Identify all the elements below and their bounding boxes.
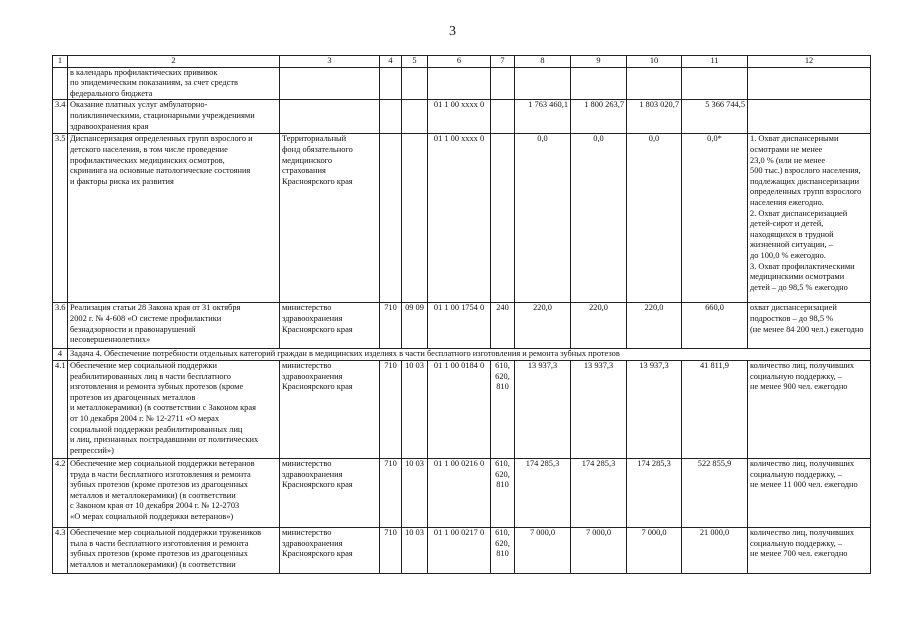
- rzpr-code: 09 09: [402, 303, 428, 349]
- expected-result: охват диспансеризацией подростков – до 98,5 % (не менее 84 200 чел.) ежегодно: [748, 303, 871, 349]
- year2-amount: 220,0: [571, 303, 627, 349]
- vr-code: 610, 620, 810: [491, 458, 515, 527]
- table-row: [53, 303, 871, 349]
- year2-amount: 174 285,3: [571, 458, 627, 527]
- column-number: 8: [515, 56, 571, 68]
- row-number: 4.1: [53, 360, 68, 458]
- task-number: 4: [53, 349, 68, 361]
- column-number: 4: [380, 56, 402, 68]
- year1-amount: 0,0: [515, 134, 571, 303]
- row-number: 3.4: [53, 100, 68, 134]
- task-title: Задача 4. Обеспечение потребности отдельных категорий граждан в медицинских изделиях в части бесплатного изготовления и ремонта зубных протезов: [68, 349, 871, 361]
- total-amount: 522 855,9: [682, 458, 748, 527]
- table-row: [53, 458, 871, 527]
- total-amount: 5 366 744,5: [682, 100, 748, 134]
- vr-code: 610, 620, 810: [491, 360, 515, 458]
- row-number: 4.2: [53, 458, 68, 527]
- column-number: 2: [68, 56, 280, 68]
- column-number: 11: [682, 56, 748, 68]
- year1-amount: 7 000,0: [515, 527, 571, 573]
- measure-name: Оказание платных услуг амбулаторно- поликлиническими, стационарными учреждениями здравоохранения края: [68, 100, 280, 134]
- rzpr-code: [402, 134, 428, 303]
- executor: министерство здравоохранения Красноярского края: [280, 458, 380, 527]
- column-number: 10: [627, 56, 682, 68]
- csr-code: 01 1 00 1754 0: [428, 303, 491, 349]
- rzpr-code: 10 03: [402, 458, 428, 527]
- vr-code: [491, 134, 515, 303]
- grbs-code: [380, 67, 402, 100]
- total-amount: [682, 67, 748, 100]
- year3-amount: [627, 67, 682, 100]
- column-number: 7: [491, 56, 515, 68]
- year3-amount: 0,0: [627, 134, 682, 303]
- rzpr-code: [402, 67, 428, 100]
- rzpr-code: [402, 100, 428, 134]
- measure-name: в календарь профилактических прививок по эпидемическим показаниям, за счет средств федерального бюджета: [68, 67, 280, 100]
- year1-amount: [515, 67, 571, 100]
- grbs-code: 710: [380, 360, 402, 458]
- measure-name: Реализация статьи 28 Закона края от 31 октября 2002 г. № 4-608 «О системе профилактики безнадзорности и правонарушений несовершеннолетних»: [68, 303, 280, 349]
- csr-code: 01 1 00 хххх 0: [428, 100, 491, 134]
- row-number: 3.6: [53, 303, 68, 349]
- row-number: [53, 67, 68, 100]
- executor: министерство здравоохранения Красноярского края: [280, 303, 380, 349]
- table-row: [53, 67, 871, 100]
- year1-amount: 13 937,3: [515, 360, 571, 458]
- expected-result: 1. Охват диспансерными осмотрами не менее 23,0 % (или не менее 500 тыс.) взрослого населения, подлежащих диспансеризации определенных групп взрослого населения ежегодно. 2. Охват диспансеризацией детей-сирот и детей, находящихся в трудной жизненной ситуации, – до 100,0 % ежегодно. 3. Охват профилактическими медицинскими осмотрами детей – до 98,5 % ежегодно: [748, 134, 871, 303]
- csr-code: 01 1 00 хххх 0: [428, 134, 491, 303]
- total-amount: 660,0: [682, 303, 748, 349]
- expected-result: [748, 100, 871, 134]
- expected-result: [748, 67, 871, 100]
- year1-amount: 174 285,3: [515, 458, 571, 527]
- page-number: 3: [449, 24, 456, 39]
- rzpr-code: 10 03: [402, 360, 428, 458]
- vr-code: 610, 620, 810: [491, 527, 515, 573]
- expected-result: количество лиц, получивших социальную поддержку, – не менее 900 чел. ежегодно: [748, 360, 871, 458]
- year2-amount: 1 800 263,7: [571, 100, 627, 134]
- expected-result: количество лиц, получивших социальную поддержку, – не менее 11 000 чел. ежегодно: [748, 458, 871, 527]
- year3-amount: 220,0: [627, 303, 682, 349]
- year3-amount: 13 937,3: [627, 360, 682, 458]
- grbs-code: [380, 134, 402, 303]
- year1-amount: 220,0: [515, 303, 571, 349]
- vr-code: [491, 67, 515, 100]
- column-number: 12: [748, 56, 871, 68]
- year2-amount: 13 937,3: [571, 360, 627, 458]
- year1-amount: 1 763 460,1: [515, 100, 571, 134]
- csr-code: 01 1 00 0184 0: [428, 360, 491, 458]
- executor: Территориальный фонд обязательного медицинского страхования Красноярского края: [280, 134, 380, 303]
- vr-code: 240: [491, 303, 515, 349]
- table-row: [53, 100, 871, 134]
- measure-name: Диспансеризация определенных групп взрослого и детского населения, в том числе проведение профилактических медицинских осмотров, скрининга на основные патологические состояния и факторы риска их развития: [68, 134, 280, 303]
- total-amount: 0,0*: [682, 134, 748, 303]
- year2-amount: 0,0: [571, 134, 627, 303]
- year3-amount: 7 000,0: [627, 527, 682, 573]
- column-number: 6: [428, 56, 491, 68]
- task-row: [53, 349, 871, 361]
- column-number: 3: [280, 56, 380, 68]
- csr-code: 01 1 00 0217 0: [428, 527, 491, 573]
- measure-name: Обеспечение мер социальной поддержки ветеранов труда в части бесплатного изготовления и ремонта зубных протезов (кроме протезов из драгоценных металлов и металлокерамики) (в соответствии с Законом края от 10 декабря 2004 г. № 12-2703 «О мерах социальной поддержки ветеранов»): [68, 458, 280, 527]
- executor: [280, 67, 380, 100]
- executor: [280, 100, 380, 134]
- table-row: [53, 360, 871, 458]
- rzpr-code: 10 03: [402, 527, 428, 573]
- measure-name: Обеспечение мер социальной поддержки реабилитированных лиц в части бесплатного изготовления и ремонта зубных протезов (кроме протезов из драгоценных металлов и металлокерамики) (в соответствии с Законом края от 10 декабря 2004 г. № 12-2711 «О мерах социальной поддержки реабилитированных лиц и лиц, признанных пострадавшими от политических репрессий»): [68, 360, 280, 458]
- year2-amount: 7 000,0: [571, 527, 627, 573]
- column-number: 9: [571, 56, 627, 68]
- year2-amount: [571, 67, 627, 100]
- grbs-code: 710: [380, 303, 402, 349]
- total-amount: 41 811,9: [682, 360, 748, 458]
- table-row: [53, 527, 871, 573]
- total-amount: 21 000,0: [682, 527, 748, 573]
- grbs-code: [380, 100, 402, 134]
- executor: министерство здравоохранения Красноярского края: [280, 527, 380, 573]
- row-number: 3.5: [53, 134, 68, 303]
- column-number: 5: [402, 56, 428, 68]
- row-number: 4.3: [53, 527, 68, 573]
- measure-name: Обеспечение мер социальной поддержки тружеников тыла в части бесплатного изготовления и ремонта зубных протезов (кроме протезов из драгоценных металлов и металлокерамики) (в соответствии: [68, 527, 280, 573]
- csr-code: 01 1 00 0216 0: [428, 458, 491, 527]
- executor: министерство здравоохранения Красноярского края: [280, 360, 380, 458]
- column-number: 1: [53, 56, 68, 68]
- year3-amount: 1 803 020,7: [627, 100, 682, 134]
- grbs-code: 710: [380, 458, 402, 527]
- vr-code: [491, 100, 515, 134]
- csr-code: [428, 67, 491, 100]
- program-table: [52, 55, 871, 574]
- expected-result: количество лиц, получивших социальную поддержку, – не менее 700 чел. ежегодно: [748, 527, 871, 573]
- year3-amount: 174 285,3: [627, 458, 682, 527]
- grbs-code: 710: [380, 527, 402, 573]
- column-number-row: [53, 56, 871, 68]
- table-row: [53, 134, 871, 303]
